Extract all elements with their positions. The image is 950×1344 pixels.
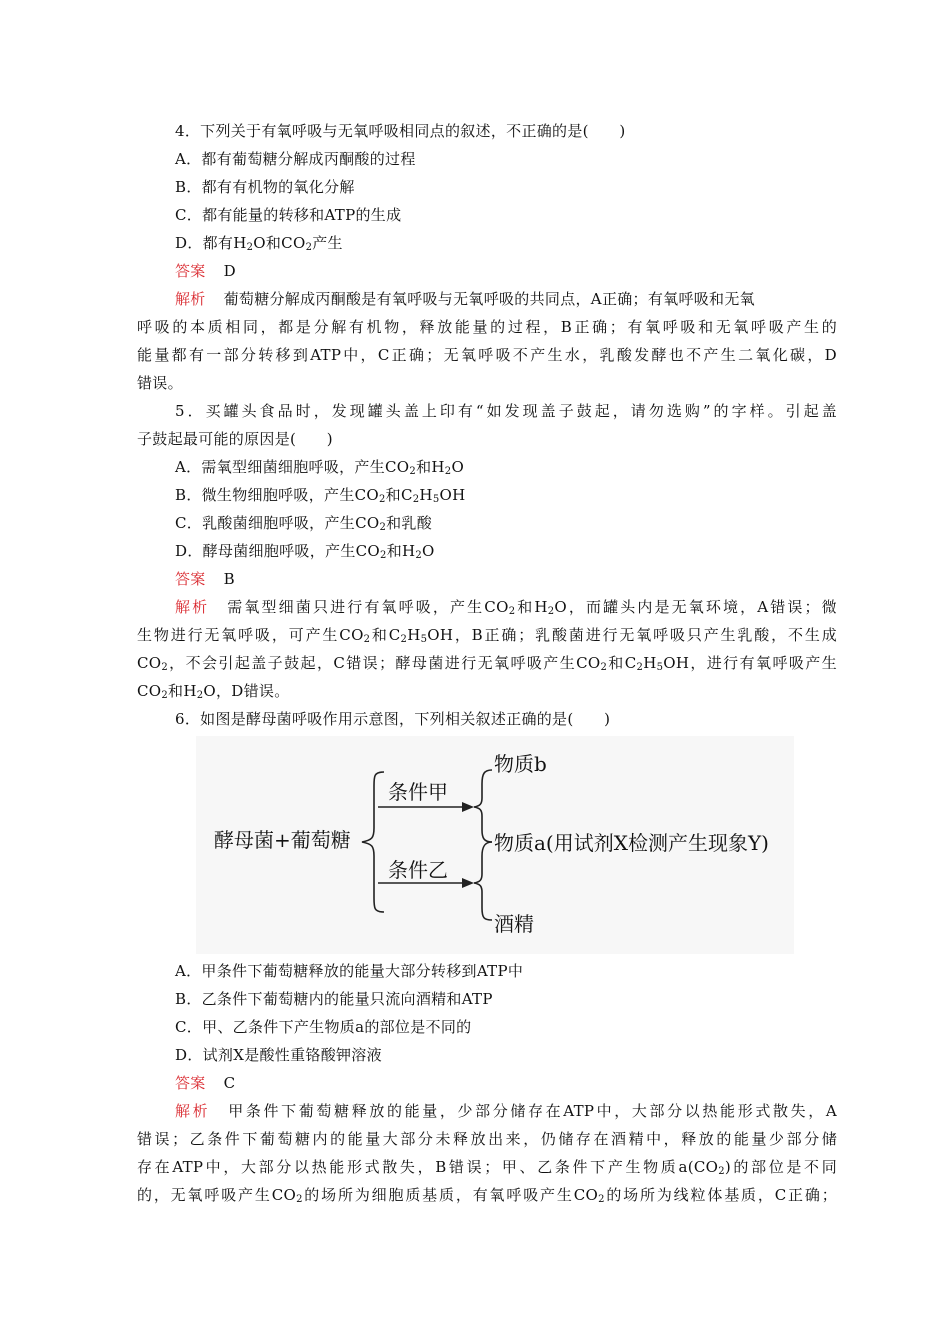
answer-value: D — [223, 262, 236, 280]
q6-option-b: B．乙条件下葡萄糖内的能量只流向酒精和ATP — [175, 990, 493, 1008]
arrowhead-condition-2 — [462, 878, 474, 888]
q5-option-a: A．需氧型细菌细胞呼吸，产生$CO_2$和$H_2O$ — [175, 458, 465, 477]
answer-label: 答案 — [175, 570, 206, 588]
q4-option-a: A．都有葡萄糖分解成丙酮酸的过程 — [175, 150, 416, 168]
analysis-label: 解析 — [175, 598, 210, 616]
q5-option-c: C．乳酸菌细胞呼吸，产生$CO_2$和乳酸 — [175, 514, 433, 533]
q6-analysis-line-1: 解析 甲条件下葡萄糖释放的能量，少部分储存在ATP中，大部分以热能形式散失，A — [175, 1102, 837, 1120]
q5-analysis-line-4: $CO_2$和$H_2O$，D错误。 — [137, 682, 290, 701]
diagram-condition-1: 条件甲 — [388, 780, 448, 804]
q6-analysis-line-2: 错误；乙条件下葡萄糖内的能量大部分未释放出来，仍储存在酒精中，释放的能量少部分储 — [137, 1130, 837, 1148]
q4-option-c: C．都有能量的转移和ATP的生成 — [175, 206, 402, 224]
q6-answer — [175, 1069, 875, 1097]
q5-option-d: D．酵母菌细胞呼吸，产生$CO_2$和$H_2O$ — [175, 542, 435, 561]
right-brace-top — [474, 770, 492, 842]
q5-answer — [175, 565, 875, 593]
q5-analysis-line-2: 生物进行无氧呼吸，可产生$CO_2$和$C_2H_5OH$，B正确；乳酸菌进行无氧呼吸只产生乳酸，不生成 — [137, 626, 838, 645]
q6-option-d: D．试剂X是酸性重铬酸钾溶液 — [175, 1046, 382, 1064]
q6-option-c: C．甲、乙条件下产生物质a的部位是不同的 — [175, 1018, 472, 1036]
arrowhead-condition-1 — [462, 802, 474, 812]
q5-analysis-line-1: 解析 需氧型细菌只进行有氧呼吸，产生$CO_2$和$H_2O$，而罐头内是无氧环境，A错误；微 — [175, 598, 837, 617]
q4-stem: 4．下列关于有氧呼吸与无氧呼吸相同点的叙述，不正确的是( ) — [175, 122, 626, 140]
q4-analysis-line-2: 呼吸的本质相同，都是分解有机物，释放能量的过程，B正确；有氧呼吸和无氧呼吸产生的 — [137, 318, 837, 336]
q6-option-a: A．甲条件下葡萄糖释放的能量大部分转移到ATP中 — [175, 962, 524, 980]
q5-stem-line-1: 5．买罐头食品时，发现罐头盖上印有“如发现盖子鼓起，请勿选购”的字样。引起盖 — [175, 402, 837, 420]
analysis-label: 解析 — [175, 1102, 211, 1120]
q4-option-d: D．都有$H_2O$和$CO_2$产生 — [175, 234, 343, 253]
yeast-respiration-diagram — [196, 736, 794, 954]
q5-stem-line-2: 子鼓起最可能的原因是( ) — [137, 430, 333, 448]
diagram-product-a: 物质a(用试剂X检测产生现象Y) — [494, 831, 769, 855]
q6-analysis-line-3: 存在ATP中，大部分以热能形式散失，B错误；甲、乙条件下产生物质$a(CO_2)$的部位是不同 — [137, 1158, 838, 1177]
diagram-product-b: 物质b — [494, 752, 547, 776]
answer-label: 答案 — [175, 1074, 206, 1092]
answer-value: B — [223, 570, 235, 588]
right-brace-bottom — [474, 842, 492, 920]
q4-answer — [175, 257, 875, 285]
diagram-condition-2: 条件乙 — [388, 858, 448, 882]
diagram-alcohol: 酒精 — [494, 912, 534, 936]
q6-analysis-line-4: 的，无氧呼吸产生$CO_2$的场所为细胞质基质，有氧呼吸产生$CO_2$的场所为线粒体基质，C正确； — [137, 1186, 837, 1205]
left-brace — [362, 772, 384, 912]
q4-analysis-line-4: 错误。 — [137, 374, 183, 392]
diagram-reactant: 酵母菌+葡萄糖 — [214, 828, 351, 852]
answer-label: 答案 — [175, 262, 206, 280]
answer-value: C — [223, 1074, 236, 1092]
q4-analysis-line-1: 解析 葡萄糖分解成丙酮酸是有氧呼吸与无氧呼吸的共同点，A正确；有氧呼吸和无氧 — [175, 290, 755, 308]
q4-option-b: B．都有有机物的氧化分解 — [175, 178, 355, 196]
analysis-label: 解析 — [175, 290, 206, 308]
q6-stem: 6．如图是酵母菌呼吸作用示意图，下列相关叙述正确的是( ) — [175, 710, 611, 728]
q5-analysis-line-3: $CO_2$，不会引起盖子鼓起，C错误；酵母菌进行无氧呼吸产生$CO_2$和$C_2H_5OH$，进行有氧呼吸产生 — [137, 654, 838, 673]
q4-analysis-line-3: 能量都有一部分转移到ATP中，C正确；无氧呼吸不产生水，乳酸发酵也不产生二氧化碳，D — [137, 346, 837, 364]
q5-option-b: B．微生物细胞呼吸，产生$CO_2$和$C_2H_5OH$ — [175, 486, 466, 505]
